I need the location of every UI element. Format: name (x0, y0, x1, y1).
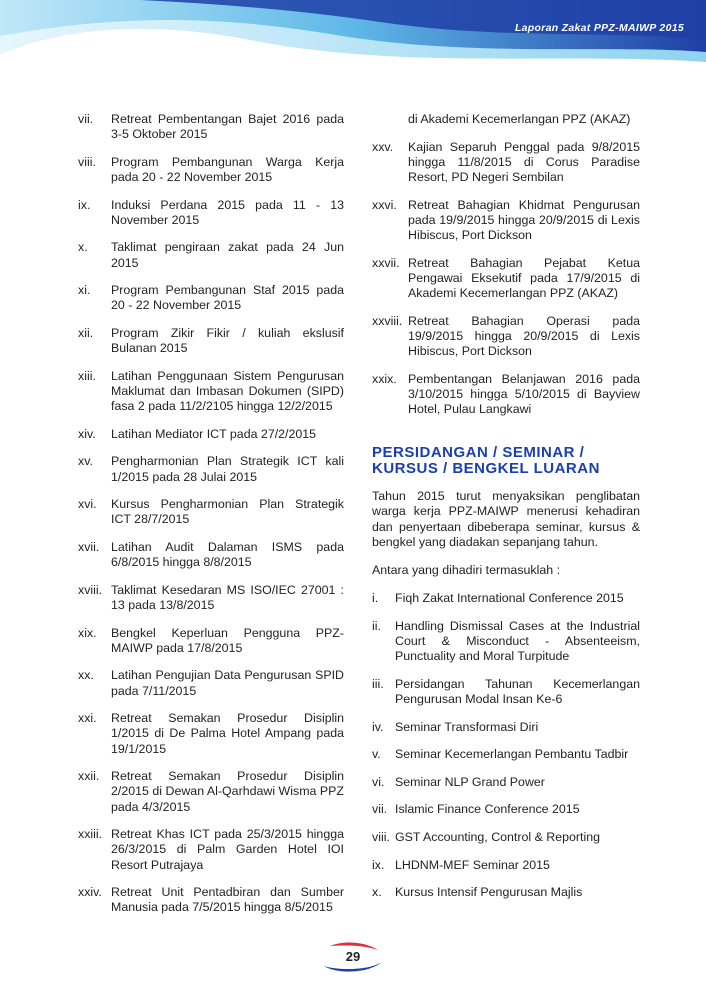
list-item (78, 198, 344, 228)
list-item-number: vii. (372, 802, 388, 817)
left-program-list (78, 112, 344, 916)
list-item-number: viii. (78, 154, 96, 169)
list-item-number: xiii. (78, 368, 96, 383)
left-column (78, 112, 344, 928)
list-item (78, 583, 344, 613)
list-item-number: xxvii. (372, 255, 400, 270)
list-item-text: Latihan Penggunaan Sistem Pengurusan Maklumat dan Imbasan Dokumen (SIPD) fasa 2 pada 11/2/2105 hingga 12/2/2015 (111, 368, 344, 414)
list-item-text: GST Accounting, Control & Reporting (395, 829, 601, 844)
list-item-text: Retreat Bahagian Operasi pada 19/9/2015 hingga 20/9/2015 di Lexis Hibiscus, Port Dickson (408, 313, 640, 358)
list-item (78, 497, 344, 527)
list-item-text: Bengkel Keperluan Pengguna PPZ-MAIWP pada 17/8/2015 (111, 625, 344, 655)
list-item (372, 591, 640, 606)
list-item-text: Pengharmonian Plan Strategik ICT kali 1/2015 pada 28 Julai 2015 (111, 454, 344, 484)
list-item (78, 885, 344, 915)
list-item-text: Taklimat Kesedaran MS ISO/IEC 27001 : 13 pada 13/8/2015 (111, 582, 344, 612)
list-item (372, 372, 640, 418)
list-item-number: ix. (78, 197, 91, 212)
list-item-text: Persidangan Tahunan Kecemerlangan Pengurusan Modal Insan Ke-6 (395, 676, 640, 707)
list-item-number: v. (372, 747, 381, 762)
list-item-text: Handling Dismissal Cases at the Industrial Court & Misconduct - Absenteeism, Punctuality and Moral Turpitude (395, 618, 640, 664)
list-item (78, 155, 344, 185)
list-item-text: Fiqh Zakat International Conference 2015 (395, 591, 624, 606)
list-item (372, 885, 640, 900)
list-item-number: xiv. (78, 426, 96, 441)
list-item-number: xvii. (78, 539, 100, 554)
list-item-number: xxvi. (372, 197, 397, 212)
list-item-text: Latihan Mediator ICT pada 27/2/2015 (111, 426, 317, 441)
list-item (372, 256, 640, 302)
list-item-number: xx. (78, 668, 94, 683)
list-item-number: xix. (78, 625, 97, 640)
list-item-text: Seminar Transformasi Diri (395, 719, 539, 734)
list-item-text: Program Pembangunan Warga Kerja pada 20 - 22 November 2015 (111, 154, 344, 184)
list-item-text: Retreat Semakan Prosedur Disiplin 2/2015 di Dewan Al-Qarhdawi Wisma PPZ pada 4/3/2015 (111, 769, 344, 814)
list-item-text: Program Zikir Fikir / kuliah ekslusif Bulanan 2015 (111, 325, 344, 356)
list-item (78, 540, 344, 570)
header-band (0, 0, 706, 100)
list-item-number: xi. (78, 283, 91, 298)
list-item-number: xxiv. (78, 885, 102, 900)
list-item (372, 619, 640, 665)
list-item (78, 711, 344, 757)
list-item-text: Seminar NLP Grand Power (395, 774, 545, 789)
list-item (78, 283, 344, 313)
list-item-text: Retreat Semakan Prosedur Disiplin 1/2015 di De Palma Hotel Ampang pada 19/1/2015 (111, 711, 344, 756)
list-item-text: Retreat Bahagian Pejabat Ketua Pengawai Eksekutif pada 17/9/2015 di Akademi Kecemerlangan PPZ (AKAZ) (408, 255, 640, 300)
list-item (78, 369, 344, 415)
list-item-text: Kursus Pengharmonian Plan Strategik ICT 28/7/2015 (111, 497, 344, 527)
list-item-number: xxiii. (78, 827, 103, 842)
list-item-text: Latihan Pengujian Data Pengurusan SPID pada 7/11/2015 (111, 668, 344, 698)
list-item-text: Retreat Khas ICT pada 25/3/2015 hingga 26/3/2015 di Palm Garden Hotel IOI Resort Putrajaya (111, 827, 344, 872)
list-item (78, 454, 344, 484)
list-item (78, 112, 344, 142)
page-number: 29 (345, 949, 361, 964)
list-item-number: vi. (372, 774, 385, 789)
list-item-number: x. (372, 885, 382, 900)
list-item-number: ii. (372, 618, 381, 633)
list-item-number: i. (372, 591, 379, 606)
list-item (372, 314, 640, 360)
list-item-number: ix. (372, 857, 385, 872)
list-item (78, 427, 344, 442)
list-item (372, 775, 640, 790)
list-item-number: xvi. (78, 497, 97, 512)
list-item-text: Induksi Perdana 2015 pada 11 - 13 November 2015 (111, 197, 344, 227)
list-item (78, 326, 344, 356)
list-item-number: iii. (372, 676, 384, 691)
list-item-text: Kajian Separuh Penggal pada 9/8/2015 hingga 11/8/2015 di Corus Paradise Resort, PD Negeri Sembilan (408, 139, 640, 184)
list-item-text: Pembentangan Belanjawan 2016 pada 3/10/2015 hingga 5/10/2015 di Bayview Hotel, Pulau Langkawi (408, 371, 640, 416)
list-item (372, 747, 640, 762)
list-item-text: Retreat Pembentangan Bajet 2016 pada 3-5 Oktober 2015 (111, 112, 344, 142)
report-header-title: Laporan Zakat PPZ-MAIWP 2015 (514, 22, 684, 34)
list-item (372, 677, 640, 707)
list-item-number: xv. (78, 454, 93, 469)
section-intro: Tahun 2015 turut menyaksikan penglibatan warga kerja PPZ-MAIWP menerusi kehadiran dan penyertaan dibeberapa seminar, kursus & bengkel yang diadakan sepanjang tahun. (372, 489, 640, 549)
list-item-text: Islamic Finance Conference 2015 (395, 802, 580, 817)
list-item-number: vii. (78, 112, 94, 126)
list-item (78, 626, 344, 656)
header-wave-graphic (0, 0, 706, 100)
list-item-text: Kursus Intensif Pengurusan Majlis (395, 885, 583, 900)
list-item (372, 858, 640, 873)
list-item-text: Retreat Bahagian Khidmat Pengurusan pada 19/9/2015 hingga 20/9/2015 di Lexis Hibiscus, Port Dickson (408, 197, 640, 242)
list-item (372, 140, 640, 186)
right-program-list (372, 140, 640, 418)
list-item-number: viii. (372, 829, 390, 844)
section-lead: Antara yang dihadiri termasuklah : (372, 563, 561, 578)
list-item-text: Taklimat pengiraan zakat pada 24 Jun 2015 (111, 240, 344, 270)
list-item-number: xxi. (78, 711, 97, 726)
list-item-text: Seminar Kecemerlangan Pembantu Tadbir (395, 747, 629, 762)
list-item (372, 802, 640, 817)
list-item-text: Program Pembangunan Staf 2015 pada 20 - 22 November 2015 (111, 283, 344, 313)
list-item (372, 198, 640, 244)
list-item-number: x. (78, 240, 88, 255)
list-item (372, 720, 640, 735)
seminar-list (372, 591, 640, 900)
list-item-text: LHDNM-MEF Seminar 2015 (395, 857, 550, 872)
list-item-number: xxviii. (372, 313, 403, 328)
list-item-text: Latihan Audit Dalaman ISMS pada 6/8/2015 hingga 8/8/2015 (111, 539, 344, 570)
list-item (78, 240, 344, 270)
list-item-number: xii. (78, 325, 94, 340)
list-item-number: xxix. (372, 371, 397, 386)
list-item (78, 668, 344, 698)
section-heading: PERSIDANGAN / SEMINAR / KURSUS / BENGKEL LUARAN (372, 444, 600, 478)
list-continuation: di Akademi Kecemerlangan PPZ (AKAZ) (408, 112, 631, 126)
list-item-number: xviii. (78, 582, 103, 597)
list-item-number: xxv. (372, 139, 394, 154)
list-item-number: xxii. (78, 769, 100, 784)
right-column (372, 112, 640, 913)
list-item (78, 769, 344, 815)
list-item (78, 827, 344, 873)
list-item-number: iv. (372, 719, 384, 734)
list-item (372, 830, 640, 845)
list-item-text: Retreat Unit Pentadbiran dan Sumber Manusia pada 7/5/2015 hingga 8/5/2015 (111, 885, 344, 915)
